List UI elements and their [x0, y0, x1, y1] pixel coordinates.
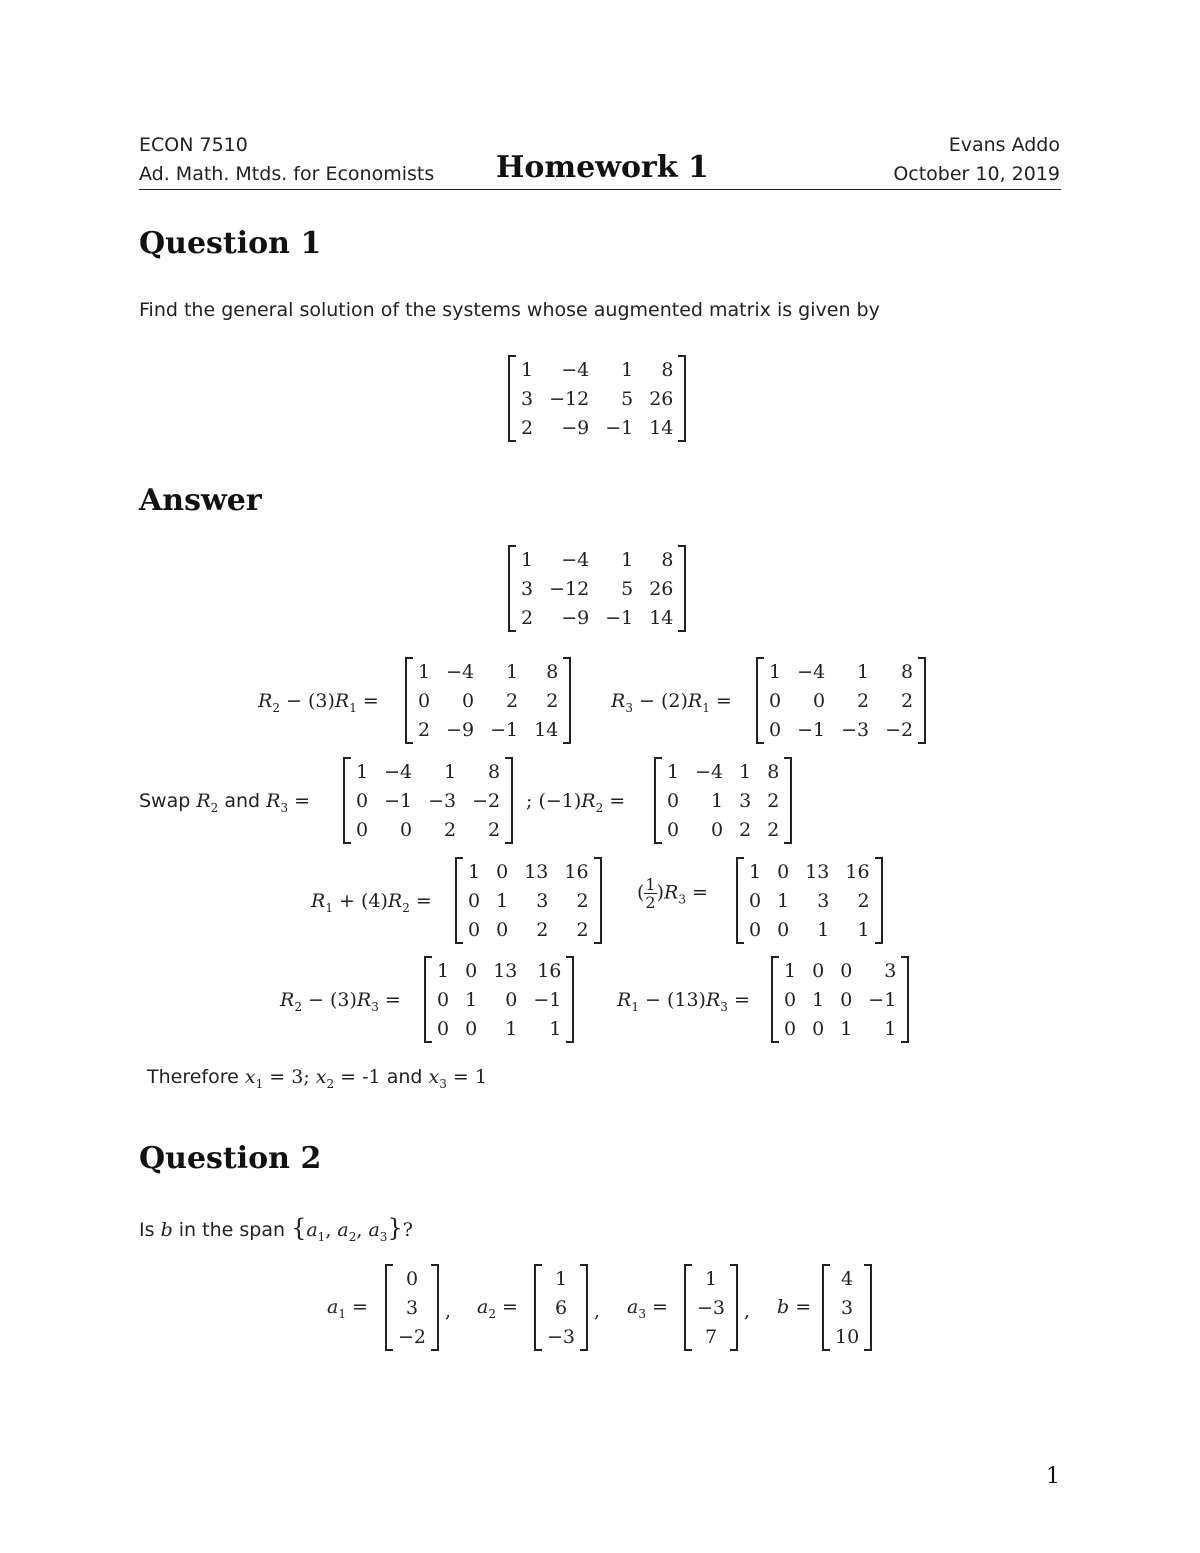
matrix-cell: 2 — [444, 818, 457, 841]
matrix-cell: 8 — [661, 358, 674, 381]
matrix-cell: 1 — [505, 1017, 518, 1040]
matrix-row — [354, 815, 502, 844]
matrix-cell: 0 — [840, 988, 853, 1011]
matrix-cell: −9 — [561, 606, 590, 629]
matrix-cell: 3 — [536, 889, 549, 912]
matrix-row — [747, 857, 872, 886]
matrix-cell: −1 — [868, 988, 897, 1011]
matrix-cell: 0 — [505, 988, 518, 1011]
matrix-cell: 2 — [576, 918, 589, 941]
matrix-cell: 0 — [769, 689, 782, 712]
comma: , — [744, 1300, 751, 1322]
matrix-cell: 3 — [884, 959, 897, 982]
matrix-cell: −4 — [695, 760, 724, 783]
vector-row — [396, 1293, 428, 1322]
matrix-cell: 1 — [468, 860, 481, 883]
matrix-cell: 0 — [465, 959, 478, 982]
a3-label: $a_3$ = — [627, 1296, 668, 1321]
matrix-cell: 0 — [777, 918, 790, 941]
matrix-cell: 1 — [711, 789, 724, 812]
matrix-cell: 1 — [739, 760, 752, 783]
matrix-row — [519, 574, 675, 603]
matrix-cell: 2 — [546, 689, 559, 712]
matrix-cell: 8 — [488, 760, 501, 783]
vector-entry: 10 — [835, 1325, 860, 1348]
is-word: Is — [139, 1219, 155, 1241]
b-vector — [822, 1264, 872, 1351]
a1-vector — [385, 1264, 439, 1351]
matrix-cell: 5 — [621, 577, 634, 600]
and-word-2: and — [386, 1066, 423, 1088]
matrix-row — [782, 985, 898, 1014]
matrix-cell: 0 — [496, 918, 509, 941]
step-r2-minus-3r1-label: $R_2 - (3)R_1$ = — [258, 690, 379, 715]
author-name: Evans Addo — [948, 134, 1060, 156]
x2-value: -1 — [362, 1066, 381, 1088]
matrix-cell: 0 — [840, 959, 853, 982]
matrix-cell: 2 — [767, 789, 780, 812]
a2-vector — [534, 1264, 588, 1351]
matrix-cell: 0 — [813, 689, 826, 712]
vector-entry: 6 — [554, 1296, 568, 1319]
matrix-cell: 5 — [621, 387, 634, 410]
vector-entry: 3 — [405, 1296, 419, 1319]
matrix-cell: −1 — [384, 789, 413, 812]
vector-entry: −2 — [398, 1325, 427, 1348]
matrix-cell: 1 — [784, 959, 797, 982]
therefore-word: Therefore — [147, 1066, 239, 1088]
header-rule — [139, 189, 1061, 190]
matrix-cell: 0 — [462, 689, 475, 712]
vector-entry: 1 — [704, 1267, 718, 1290]
vector-entry: 4 — [841, 1267, 854, 1290]
a1-label: $a_1$ = — [327, 1296, 368, 1321]
vector-row — [545, 1293, 577, 1322]
matrix-cell: 16 — [564, 860, 589, 883]
matrix-cell: 0 — [356, 818, 369, 841]
matrix-cell: 2 — [857, 689, 870, 712]
matrix-cell: 1 — [496, 889, 509, 912]
step-swap-matrix — [343, 757, 513, 844]
matrix-cell: 0 — [437, 988, 450, 1011]
matrix-cell: 3 — [521, 577, 534, 600]
matrix-cell: 8 — [767, 760, 780, 783]
matrix-cell: 8 — [546, 660, 559, 683]
matrix-cell: 0 — [769, 718, 782, 741]
vector-entry: 0 — [405, 1267, 419, 1290]
matrix-row — [354, 757, 502, 786]
matrix-cell: 0 — [496, 860, 509, 883]
matrix-row — [519, 413, 675, 442]
matrix-row — [466, 915, 591, 944]
step-r1-plus-4r2-label: $R_1 + (4)R_2$ = — [311, 890, 432, 915]
matrix-cell: 16 — [845, 860, 870, 883]
vector-row — [695, 1264, 727, 1293]
matrix-cell: −1 — [605, 416, 634, 439]
homework-title: Homework 1 — [496, 150, 709, 185]
answer-heading: Answer — [139, 483, 262, 518]
matrix-cell: 0 — [437, 1017, 450, 1040]
matrix-cell: 1 — [521, 358, 534, 381]
matrix-cell: 13 — [493, 959, 518, 982]
x1-value: 3 — [291, 1066, 304, 1088]
matrix-cell: 14 — [649, 416, 674, 439]
step-r3-minus-2r1-matrix — [756, 657, 926, 744]
matrix-cell: 1 — [621, 548, 634, 571]
page-number: 1 — [1046, 1464, 1060, 1489]
matrix-cell: 1 — [817, 918, 830, 941]
matrix-cell: 3 — [521, 387, 534, 410]
matrix-cell: 1 — [840, 1017, 853, 1040]
matrix-cell: 2 — [901, 689, 914, 712]
vector-entry: 7 — [704, 1325, 718, 1348]
matrix-cell: 1 — [418, 660, 431, 683]
vector-entry: 3 — [841, 1296, 854, 1319]
matrix-row — [747, 915, 872, 944]
matrix-row — [435, 956, 563, 985]
step-half-r3-label: ( $\frac{1}{2}$ )$R_3$ = — [637, 875, 708, 912]
comma: , — [445, 1300, 452, 1322]
step-r1-plus-4r2-matrix — [455, 857, 602, 944]
matrix-cell: −4 — [561, 358, 590, 381]
date: October 10, 2019 — [893, 163, 1060, 185]
matrix-cell: 1 — [857, 918, 870, 941]
matrix-row — [782, 956, 898, 985]
vector-row — [833, 1264, 861, 1293]
question-1-matrix — [508, 355, 686, 442]
a3-vector — [684, 1264, 738, 1351]
matrix-cell: 0 — [468, 889, 481, 912]
matrix-cell: 14 — [534, 718, 559, 741]
matrix-row — [435, 1014, 563, 1043]
matrix-cell: −2 — [885, 718, 914, 741]
matrix-cell: 13 — [805, 860, 830, 883]
matrix-cell: 0 — [468, 918, 481, 941]
question-2-prompt: Is b in the span {$a_1$, $a_2$, $a_3$}? — [139, 1214, 413, 1244]
matrix-row — [416, 715, 560, 744]
matrix-cell: 2 — [767, 818, 780, 841]
matrix-cell: 1 — [506, 660, 519, 683]
matrix-cell: 0 — [711, 818, 724, 841]
matrix-row — [767, 657, 915, 686]
matrix-cell: 13 — [524, 860, 549, 883]
matrix-cell: 1 — [621, 358, 634, 381]
matrix-cell: 3 — [817, 889, 830, 912]
matrix-cell: 1 — [521, 548, 534, 571]
matrix-cell: 2 — [576, 889, 589, 912]
matrix-cell: 2 — [488, 818, 501, 841]
and-word: and — [224, 790, 261, 812]
question-1-prompt: Find the general solution of the systems whose augmented matrix is given by — [139, 299, 880, 321]
step-r3-minus-2r1-label: $R_3 - (2)R_1$ = — [611, 690, 732, 715]
matrix-cell: 0 — [418, 689, 431, 712]
matrix-cell: 0 — [667, 789, 680, 812]
matrix-row — [354, 786, 502, 815]
matrix-cell: −1 — [605, 606, 634, 629]
matrix-cell: 26 — [649, 387, 674, 410]
step-r1-minus-13r3-label: $R_1 - (13)R_3$ = — [617, 989, 750, 1014]
matrix-row — [665, 757, 781, 786]
course-code: ECON 7510 — [139, 134, 248, 156]
comma: , — [594, 1300, 601, 1322]
step-r2-minus-3r3-matrix — [424, 956, 574, 1043]
matrix-cell: 0 — [749, 889, 762, 912]
matrix-row — [466, 857, 591, 886]
matrix-row — [519, 355, 675, 384]
matrix-cell: 1 — [812, 988, 825, 1011]
matrix-cell: 1 — [884, 1017, 897, 1040]
vector-row — [833, 1322, 861, 1351]
matrix-cell: 2 — [506, 689, 519, 712]
matrix-row — [466, 886, 591, 915]
step-r2-minus-3r3-label: $R_2 - (3)R_3$ = — [280, 989, 401, 1014]
matrix-cell: 1 — [444, 760, 457, 783]
x3-value: 1 — [474, 1066, 487, 1088]
matrix-cell: 1 — [667, 760, 680, 783]
matrix-cell: 8 — [661, 548, 674, 571]
matrix-cell: 3 — [739, 789, 752, 812]
step-half-r3-matrix — [736, 857, 883, 944]
matrix-cell: −9 — [561, 416, 590, 439]
matrix-cell: 2 — [521, 416, 534, 439]
a2-label: $a_2$ = — [477, 1296, 518, 1321]
matrix-cell: −4 — [384, 760, 413, 783]
course-name: Ad. Math. Mtds. for Economists — [139, 163, 435, 185]
question-2-heading: Question 2 — [139, 1141, 322, 1176]
vector-entry: −3 — [547, 1325, 576, 1348]
matrix-row — [767, 686, 915, 715]
matrix-cell: 0 — [749, 918, 762, 941]
matrix-cell: −3 — [428, 789, 457, 812]
matrix-cell: 26 — [649, 577, 674, 600]
matrix-row — [416, 657, 560, 686]
matrix-row — [416, 686, 560, 715]
matrix-cell: −1 — [490, 718, 519, 741]
matrix-cell: 2 — [521, 606, 534, 629]
matrix-row — [519, 384, 675, 413]
matrix-cell: 0 — [812, 1017, 825, 1040]
matrix-row — [665, 786, 781, 815]
matrix-cell: 2 — [857, 889, 870, 912]
matrix-cell: −1 — [797, 718, 826, 741]
vector-row — [833, 1293, 861, 1322]
matrix-row — [519, 545, 675, 574]
matrix-cell: 1 — [549, 1017, 562, 1040]
matrix-cell: −9 — [446, 718, 475, 741]
matrix-row — [782, 1014, 898, 1043]
matrix-cell: 14 — [649, 606, 674, 629]
matrix-cell: −4 — [561, 548, 590, 571]
matrix-cell: 1 — [356, 760, 369, 783]
step-neg-r2-label: ; $(-1)R_2$ = — [526, 790, 626, 815]
step-r2-minus-3r1-matrix — [405, 657, 571, 744]
matrix-cell: 1 — [857, 660, 870, 683]
matrix-cell: 0 — [667, 818, 680, 841]
matrix-row — [665, 815, 781, 844]
matrix-cell: −3 — [841, 718, 870, 741]
matrix-cell: 1 — [749, 860, 762, 883]
matrix-row — [747, 886, 872, 915]
conclusion-line: Therefore $x_1 = 3$; $x_2 = -1$ and $x_3 = 1$ — [147, 1066, 487, 1091]
vector-row — [396, 1264, 428, 1293]
matrix-cell: 0 — [784, 1017, 797, 1040]
matrix-row — [519, 603, 675, 632]
matrix-cell: 1 — [437, 959, 450, 982]
matrix-cell: 0 — [356, 789, 369, 812]
matrix-cell: −4 — [797, 660, 826, 683]
matrix-cell: 1 — [777, 889, 790, 912]
vector-row — [695, 1322, 727, 1351]
vector-row — [545, 1264, 577, 1293]
matrix-cell: 2 — [536, 918, 549, 941]
matrix-row — [435, 985, 563, 1014]
matrix-cell: −2 — [472, 789, 501, 812]
vector-entry: −3 — [697, 1296, 726, 1319]
answer-start-matrix — [508, 545, 686, 632]
vector-row — [545, 1322, 577, 1351]
matrix-cell: 0 — [812, 959, 825, 982]
matrix-cell: 2 — [418, 718, 431, 741]
step-neg-r2-matrix — [654, 757, 792, 844]
vector-row — [396, 1322, 428, 1351]
matrix-cell: 0 — [777, 860, 790, 883]
matrix-cell: −1 — [533, 988, 562, 1011]
matrix-cell: −12 — [549, 387, 590, 410]
matrix-cell: 1 — [465, 988, 478, 1011]
matrix-cell: 0 — [784, 988, 797, 1011]
question-1-heading: Question 1 — [139, 226, 322, 261]
step-swap-label: Swap $R_2$ and $R_3$ = — [139, 790, 311, 815]
span-phrase: in the span — [178, 1219, 286, 1241]
matrix-cell: −4 — [446, 660, 475, 683]
matrix-cell: 1 — [769, 660, 782, 683]
matrix-cell: 0 — [465, 1017, 478, 1040]
matrix-cell: −12 — [549, 577, 590, 600]
matrix-row — [767, 715, 915, 744]
step-r1-minus-13r3-matrix — [771, 956, 909, 1043]
b-label: b = — [777, 1296, 812, 1318]
matrix-cell: 8 — [901, 660, 914, 683]
swap-word: Swap — [139, 790, 191, 812]
matrix-cell: 16 — [537, 959, 562, 982]
vector-entry: 1 — [554, 1267, 568, 1290]
matrix-cell: 2 — [739, 818, 752, 841]
matrix-cell: 0 — [400, 818, 413, 841]
vector-row — [695, 1293, 727, 1322]
